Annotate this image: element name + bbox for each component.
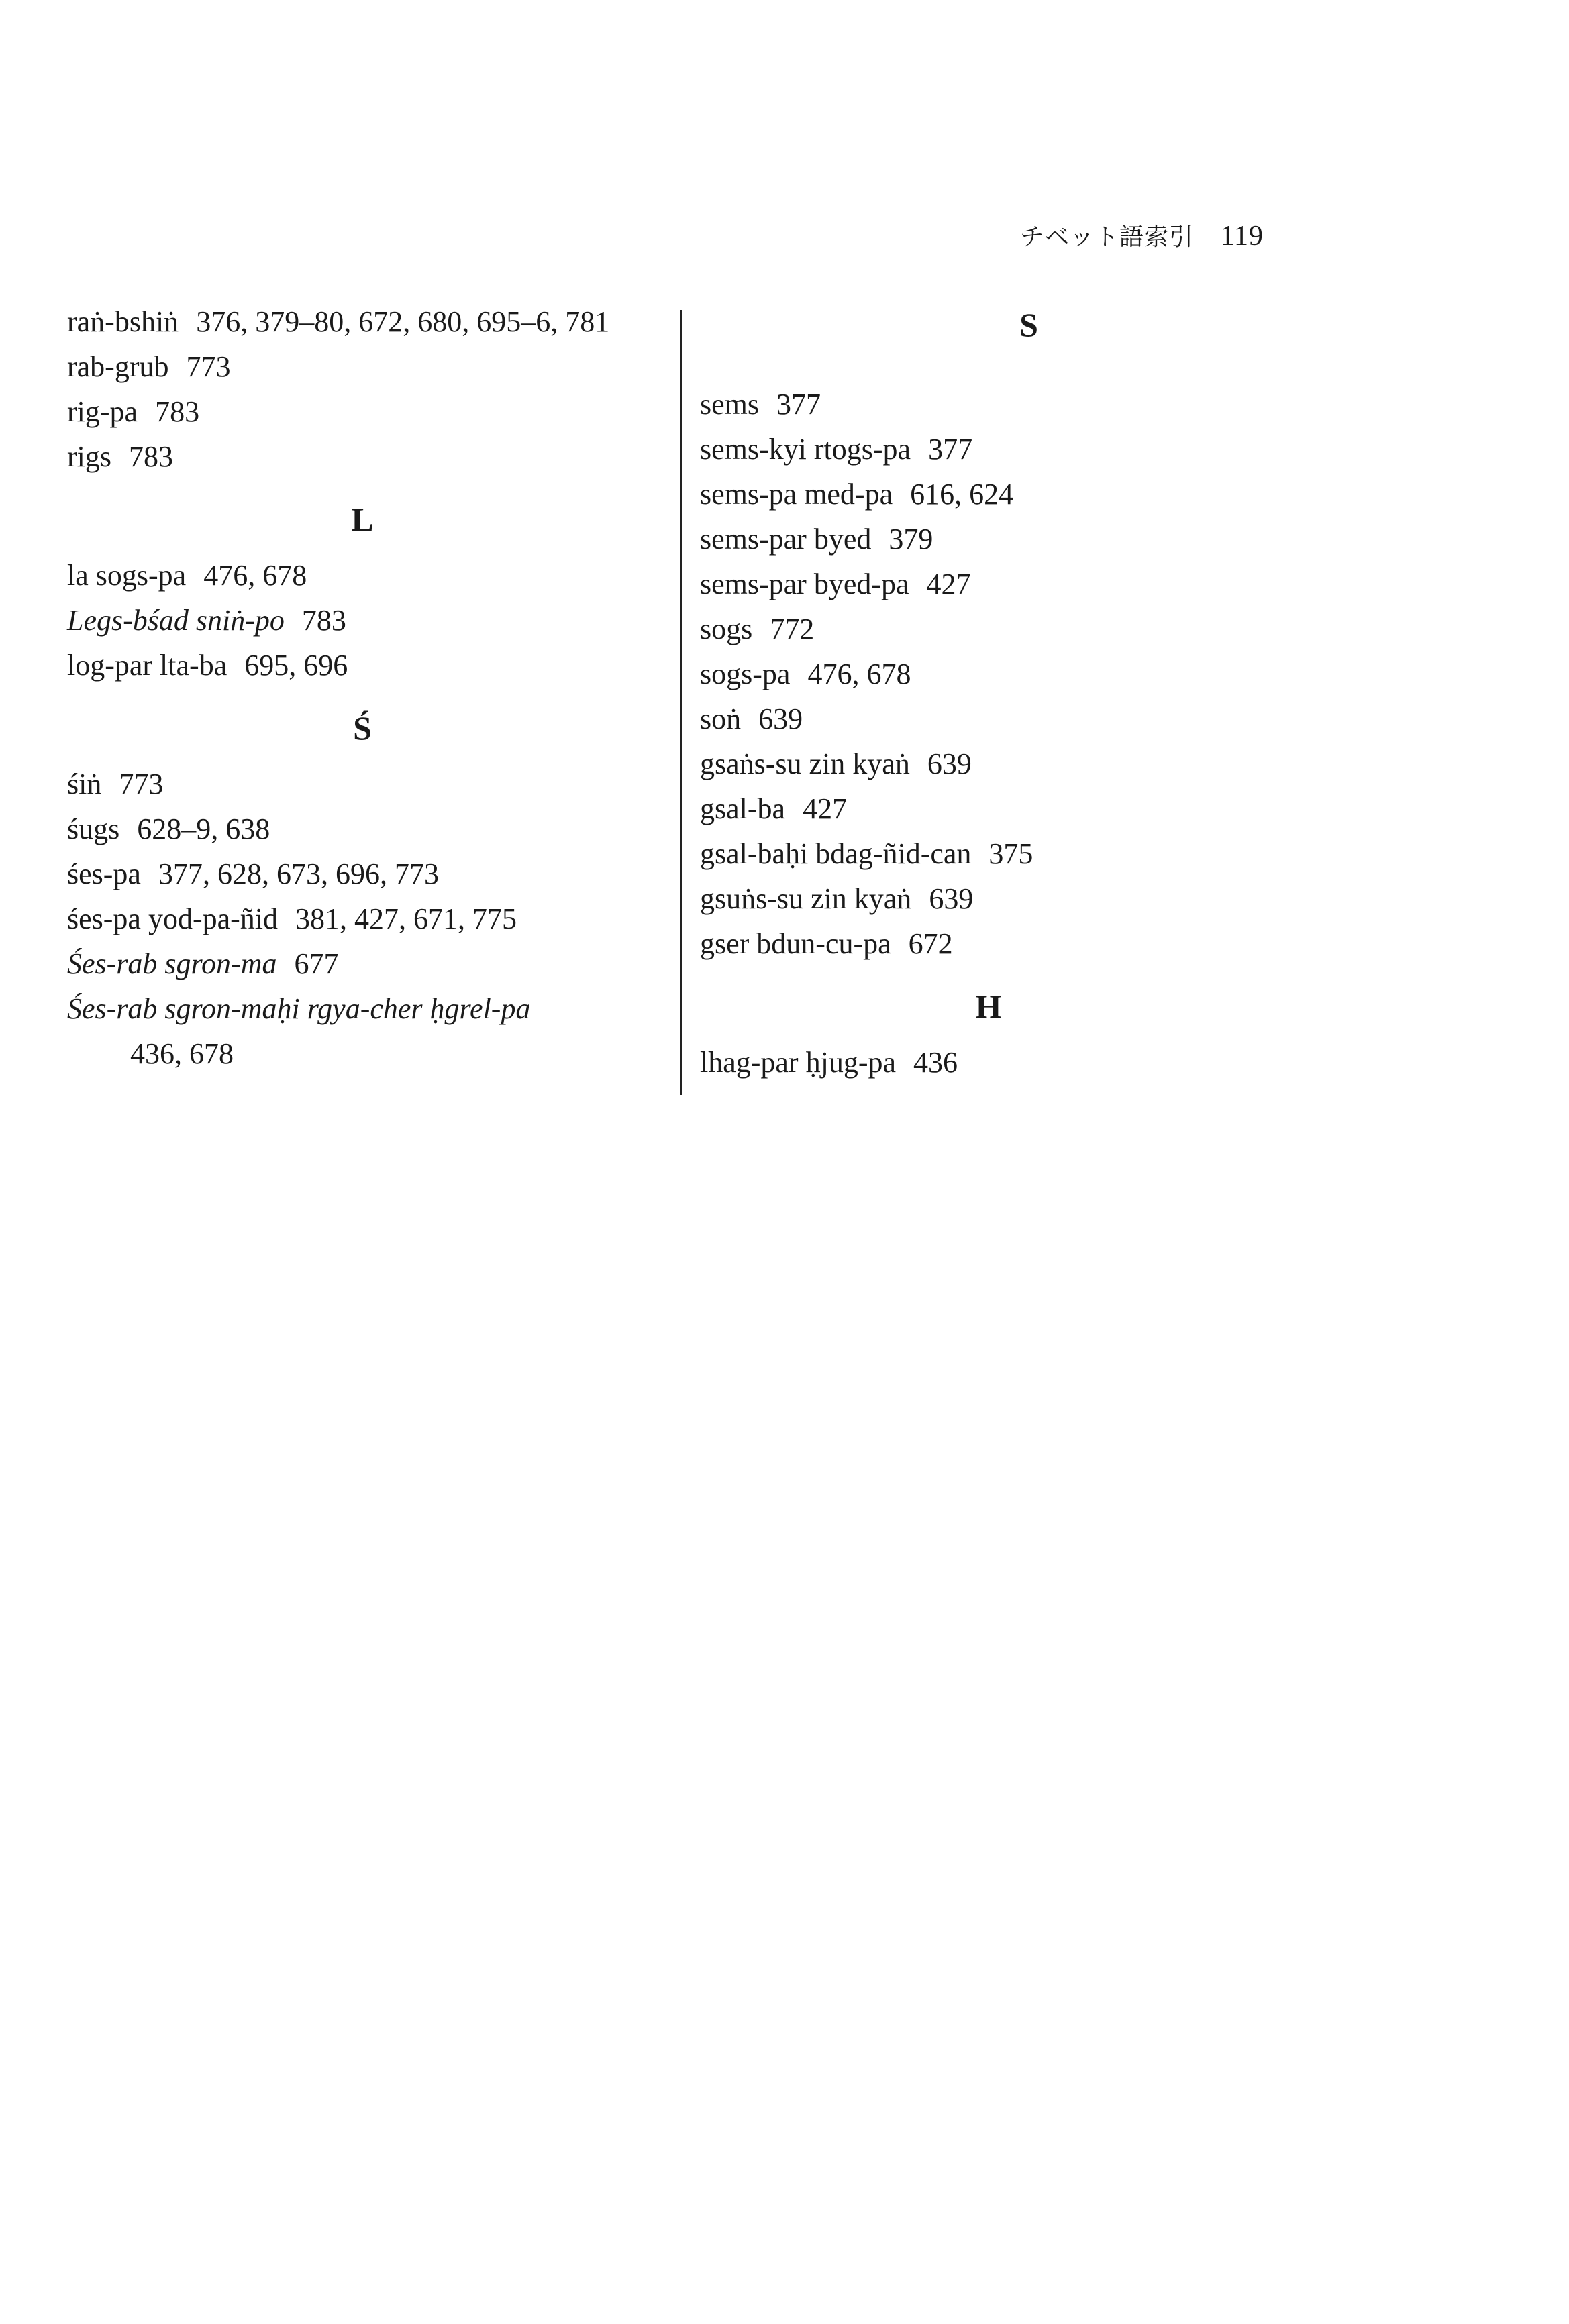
- index-entry: gsal-ba 427: [700, 792, 848, 825]
- index-entry: sogs-pa 476, 678: [700, 657, 911, 690]
- right-column: [700, 382, 1277, 1085]
- index-entry: gsal-baḥi bdag-ñid-can 375: [700, 837, 1033, 870]
- index-entry: sems-kyi rtogs-pa 377: [700, 433, 973, 466]
- index-entry: Legs-bśad sniṅ-po 783: [67, 604, 346, 637]
- section-letter-s-acute: Ś: [353, 709, 372, 747]
- index-entry: rig-pa 783: [67, 395, 200, 428]
- index-entry: śes-pa 377, 628, 673, 696, 773: [67, 857, 439, 890]
- running-title: チベット語索引: [1020, 223, 1195, 251]
- index-entry: śes-pa yod-pa-ñid 381, 427, 671, 775: [67, 902, 517, 935]
- index-entry: sems-par byed 379: [700, 523, 933, 556]
- running-header: [1020, 218, 1264, 252]
- index-entry: soṅ 639: [700, 702, 803, 735]
- index-entry: sems 377: [700, 388, 821, 421]
- index-entry: gsaṅs-su zin kyaṅ 639: [700, 747, 972, 780]
- section-letter-s: S: [1019, 306, 1038, 344]
- index-entry: la sogs-pa 476, 678: [67, 559, 307, 592]
- index-entry: sogs 772: [700, 613, 815, 645]
- page-number: 119: [1220, 221, 1264, 252]
- index-entry: log-par lta-ba 695, 696: [67, 649, 348, 682]
- index-entry: śugs 628–9, 638: [67, 812, 270, 845]
- index-entry: Śes-rab sgron-ma 677: [67, 947, 339, 980]
- left-column: [67, 299, 658, 1076]
- index-entry: rigs 783: [67, 440, 173, 473]
- index-entry: sems-pa med-pa 616, 624: [700, 478, 1014, 511]
- index-entry: Śes-rab sgron-maḥi rgya-cher ḥgrel-pa 436, 678: [67, 992, 531, 1070]
- index-entry: lhag-par ḥjug-pa 436: [700, 1046, 958, 1079]
- section-letter-h: H: [975, 988, 1002, 1025]
- index-entry: raṅ-bshiṅ 376, 379–80, 672, 680, 695–6, 781: [67, 305, 610, 338]
- index-entry: gsuṅs-su zin kyaṅ 639: [700, 882, 974, 915]
- index-entry: śiṅ 773: [67, 768, 164, 800]
- section-letter-l: L: [351, 500, 374, 538]
- index-entry: gser bdun-cu-pa 672: [700, 927, 953, 960]
- index-entry: rab-grub 773: [67, 350, 231, 383]
- column-divider: [680, 310, 682, 1095]
- index-entry: sems-par byed-pa 427: [700, 568, 971, 600]
